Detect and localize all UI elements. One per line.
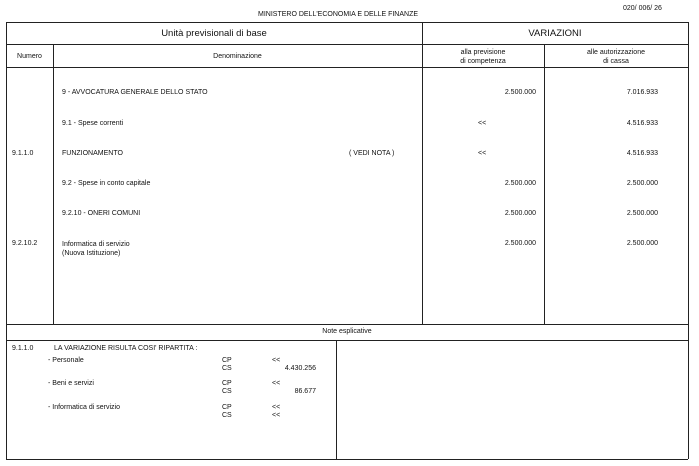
page-code: 020/ 006/ 26 [623, 5, 662, 12]
note-item-cp-value: << [272, 404, 281, 411]
row-denominazione: FUNZIONAMENTO [62, 150, 123, 157]
note-item-cs: CS [222, 365, 232, 372]
notes-code: 9.1.1.0 [12, 345, 34, 352]
note-item-cp: CP [222, 357, 232, 364]
note-item-label: - Personale [48, 357, 84, 364]
row-competenza: 2.500.000 [504, 180, 536, 187]
row-competenza: 2.500.000 [504, 89, 536, 96]
row-competenza: << [478, 120, 487, 127]
note-item-cp: CP [222, 404, 232, 411]
notes-heading: LA VARIAZIONE RISULTA COSI' RIPARTITA : [54, 345, 198, 352]
row-competenza: 2.500.000 [504, 210, 536, 217]
column-header-denominazione: Denominazione [213, 53, 262, 60]
notes-title: Note esplicative [322, 328, 372, 335]
row-cassa: 7.016.933 [626, 89, 658, 96]
group-header-variazioni: VARIAZIONI [528, 28, 582, 39]
note-item-label: - Informatica di servizio [48, 404, 120, 411]
ministry-title: MINISTERO DELL'ECONOMIA E DELLE FINANZE [258, 11, 419, 18]
column-header-cassa: alle autorizzazione di cassa [587, 49, 645, 65]
row-denominazione: 9 - AVVOCATURA GENERALE DELLO STATO [62, 89, 208, 96]
row-numero: 9.2.10.2 [12, 240, 38, 247]
note-item-label: - Beni e servizi [48, 380, 94, 387]
note-item-cs-value: << [272, 412, 281, 419]
column-header-competenza: alla previsione di competenza [460, 49, 506, 65]
row-numero: 9.1.1.0 [12, 150, 34, 157]
row-cassa: 2.500.000 [626, 240, 658, 247]
row-competenza: << [478, 150, 487, 157]
note-item-cs: CS [222, 388, 232, 395]
row-denominazione: Informatica di servizio (Nuova Istituzione) [62, 241, 130, 257]
group-header-unita: Unità previsionali di base [161, 28, 267, 39]
row-cassa: 4.516.933 [626, 150, 658, 157]
row-denominazione: 9.2 - Spese in conto capitale [62, 180, 151, 187]
note-item-cp: CP [222, 380, 232, 387]
note-item-cs: CS [222, 412, 232, 419]
row-nota-reference: ( VEDI NOTA ) [349, 150, 395, 157]
note-item-cs-value: 4.430.256 [284, 365, 316, 372]
note-item-cs-value: 86.677 [294, 388, 316, 395]
row-cassa: 2.500.000 [626, 210, 658, 217]
row-denominazione: 9.2.10 - ONERI COMUNI [62, 210, 141, 217]
note-item-cp-value: << [272, 380, 281, 387]
row-cassa: 4.516.933 [626, 120, 658, 127]
note-item-cp-value: << [272, 357, 281, 364]
column-header-numero: Numero [17, 53, 42, 60]
row-denominazione: 9.1 - Spese correnti [62, 120, 124, 127]
row-cassa: 2.500.000 [626, 180, 658, 187]
row-competenza: 2.500.000 [504, 240, 536, 247]
